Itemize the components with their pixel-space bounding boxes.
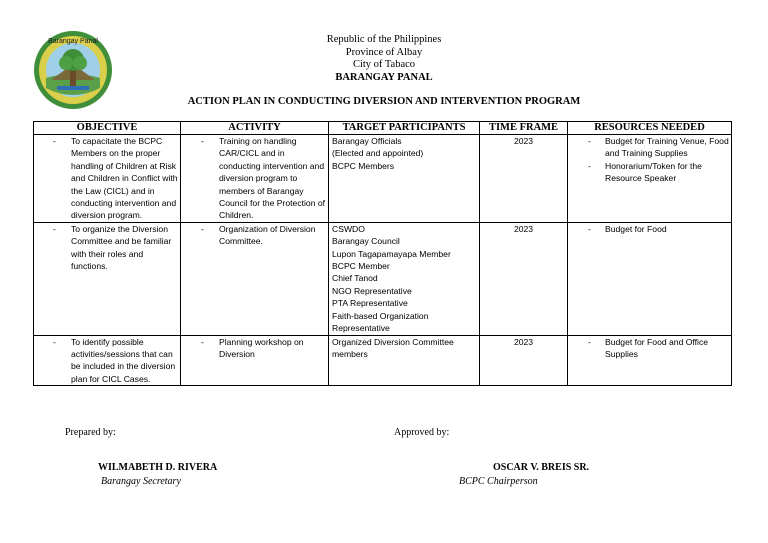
letterhead [0, 34, 768, 84]
resources-cell: - Budget for Food and Office Supplies [568, 335, 732, 386]
table-header-row [34, 122, 732, 135]
column-header-time-frame: TIME FRAME [480, 122, 568, 135]
activity-cell: - Organization of Diversion Committee. [181, 222, 329, 335]
column-header-objective: OBJECTIVE [34, 122, 181, 135]
participant-item: Faith-based Organization Representative [332, 310, 429, 334]
activity-text: Planning workshop on Diversion [219, 336, 304, 359]
column-header-participants: TARGET PARTICIPANTS [329, 122, 480, 135]
time-frame-cell: 2023 [480, 135, 568, 223]
resources-cell: - Budget for Training Venue, Food and Training Supplies - Honorarium/Token for the Resource Speaker [568, 135, 732, 223]
table-row [34, 135, 732, 223]
time-frame-cell: 2023 [480, 222, 568, 335]
objective-cell: - To capacitate the BCPC Members on the proper handling of Children at Risk and Children in Conflict with the Law (CICL) and in conducting intervention and diversion program. [34, 135, 181, 223]
resources-cell: - Budget for Food [568, 222, 732, 335]
objective-text: To organize the Diversion Committee and be familiar with their roles and functions. [71, 223, 172, 272]
participants-cell [329, 335, 480, 386]
objective-cell: - To identify possible activities/sessions that can be included in the diversion plan for CICL Cases. [34, 335, 181, 386]
objective-text: To identify possible activities/sessions that can be included in the diversion plan for CICL Cases. [71, 336, 176, 384]
activity-text: Training on handling CAR/CICL and in conducting intervention and diversion program to members of Barangay Council for the Protection of Children. [219, 136, 326, 221]
barangay-line: BARANGAY PANAL [335, 71, 433, 83]
participant-item: PTA Representative [332, 298, 408, 309]
city-line: City of Tabaco [352, 59, 416, 70]
participant-item: NGO Representative [332, 285, 412, 296]
approver-title: BCPC Chairperson [459, 476, 538, 487]
preparer-title: Barangay Secretary [101, 476, 181, 487]
participant-item: Lupon Tagapamayapa Member [332, 248, 451, 259]
participants-cell [329, 135, 480, 223]
participant-item: (Elected and appointed) [332, 148, 424, 159]
participant-item: Chief Tanod [332, 273, 378, 284]
activity-text: Organization of Diversion Committee. [219, 223, 316, 247]
objective-text: To capacitate the BCPC Members on the proper handling of Children at Risk and Children in Conflict with the Law (CICL) and in conducting intervention and diversion program. [71, 136, 178, 221]
participant-item: Barangay Council [332, 236, 400, 247]
participant-item: BCPC Members [332, 160, 395, 171]
activity-cell: - Planning workshop on Diversion [181, 335, 329, 386]
table-row [34, 222, 732, 335]
resource-item: Honorarium/Token for the Resource Speaker [605, 160, 702, 184]
participant-item: CSWDO [332, 223, 365, 234]
participant-item: BCPC Member [332, 261, 390, 272]
document-title: ACTION PLAN IN CONDUCTING DIVERSION AND INTERVENTION PROGRAM [187, 96, 581, 107]
objective-cell: - To organize the Diversion Committee and be familiar with their roles and functions. [34, 222, 181, 335]
action-plan-table [33, 121, 732, 386]
column-header-resources: RESOURCES NEEDED [568, 122, 732, 135]
approved-by-label: Approved by: [394, 427, 450, 438]
resource-item: Budget for Training Venue, Food and Training Supplies [605, 136, 729, 159]
province-line: Province of Albay [345, 46, 423, 58]
logo-text: Barangay Panal [48, 38, 98, 45]
participant-item: Organized Diversion Committee members [332, 336, 454, 359]
republic-line: Republic of the Philippines [326, 34, 442, 45]
column-header-activity: ACTIVITY [181, 122, 329, 135]
prepared-by-label: Prepared by: [65, 427, 116, 438]
resource-item: Budget for Food [605, 223, 667, 234]
approver-name: OSCAR V. BREIS SR. [493, 462, 590, 473]
participants-cell [329, 222, 480, 335]
resource-item: Budget for Food and Office Supplies [605, 336, 709, 359]
time-frame-cell: 2023 [480, 335, 568, 386]
activity-cell: - Training on handling CAR/CICL and in conducting intervention and diversion program to members of Barangay Council for the Protection of Children. [181, 135, 329, 223]
preparer-name: WILMABETH D. RIVERA [98, 462, 218, 473]
participant-item: Barangay Officials [332, 136, 402, 146]
table-row [34, 335, 732, 386]
